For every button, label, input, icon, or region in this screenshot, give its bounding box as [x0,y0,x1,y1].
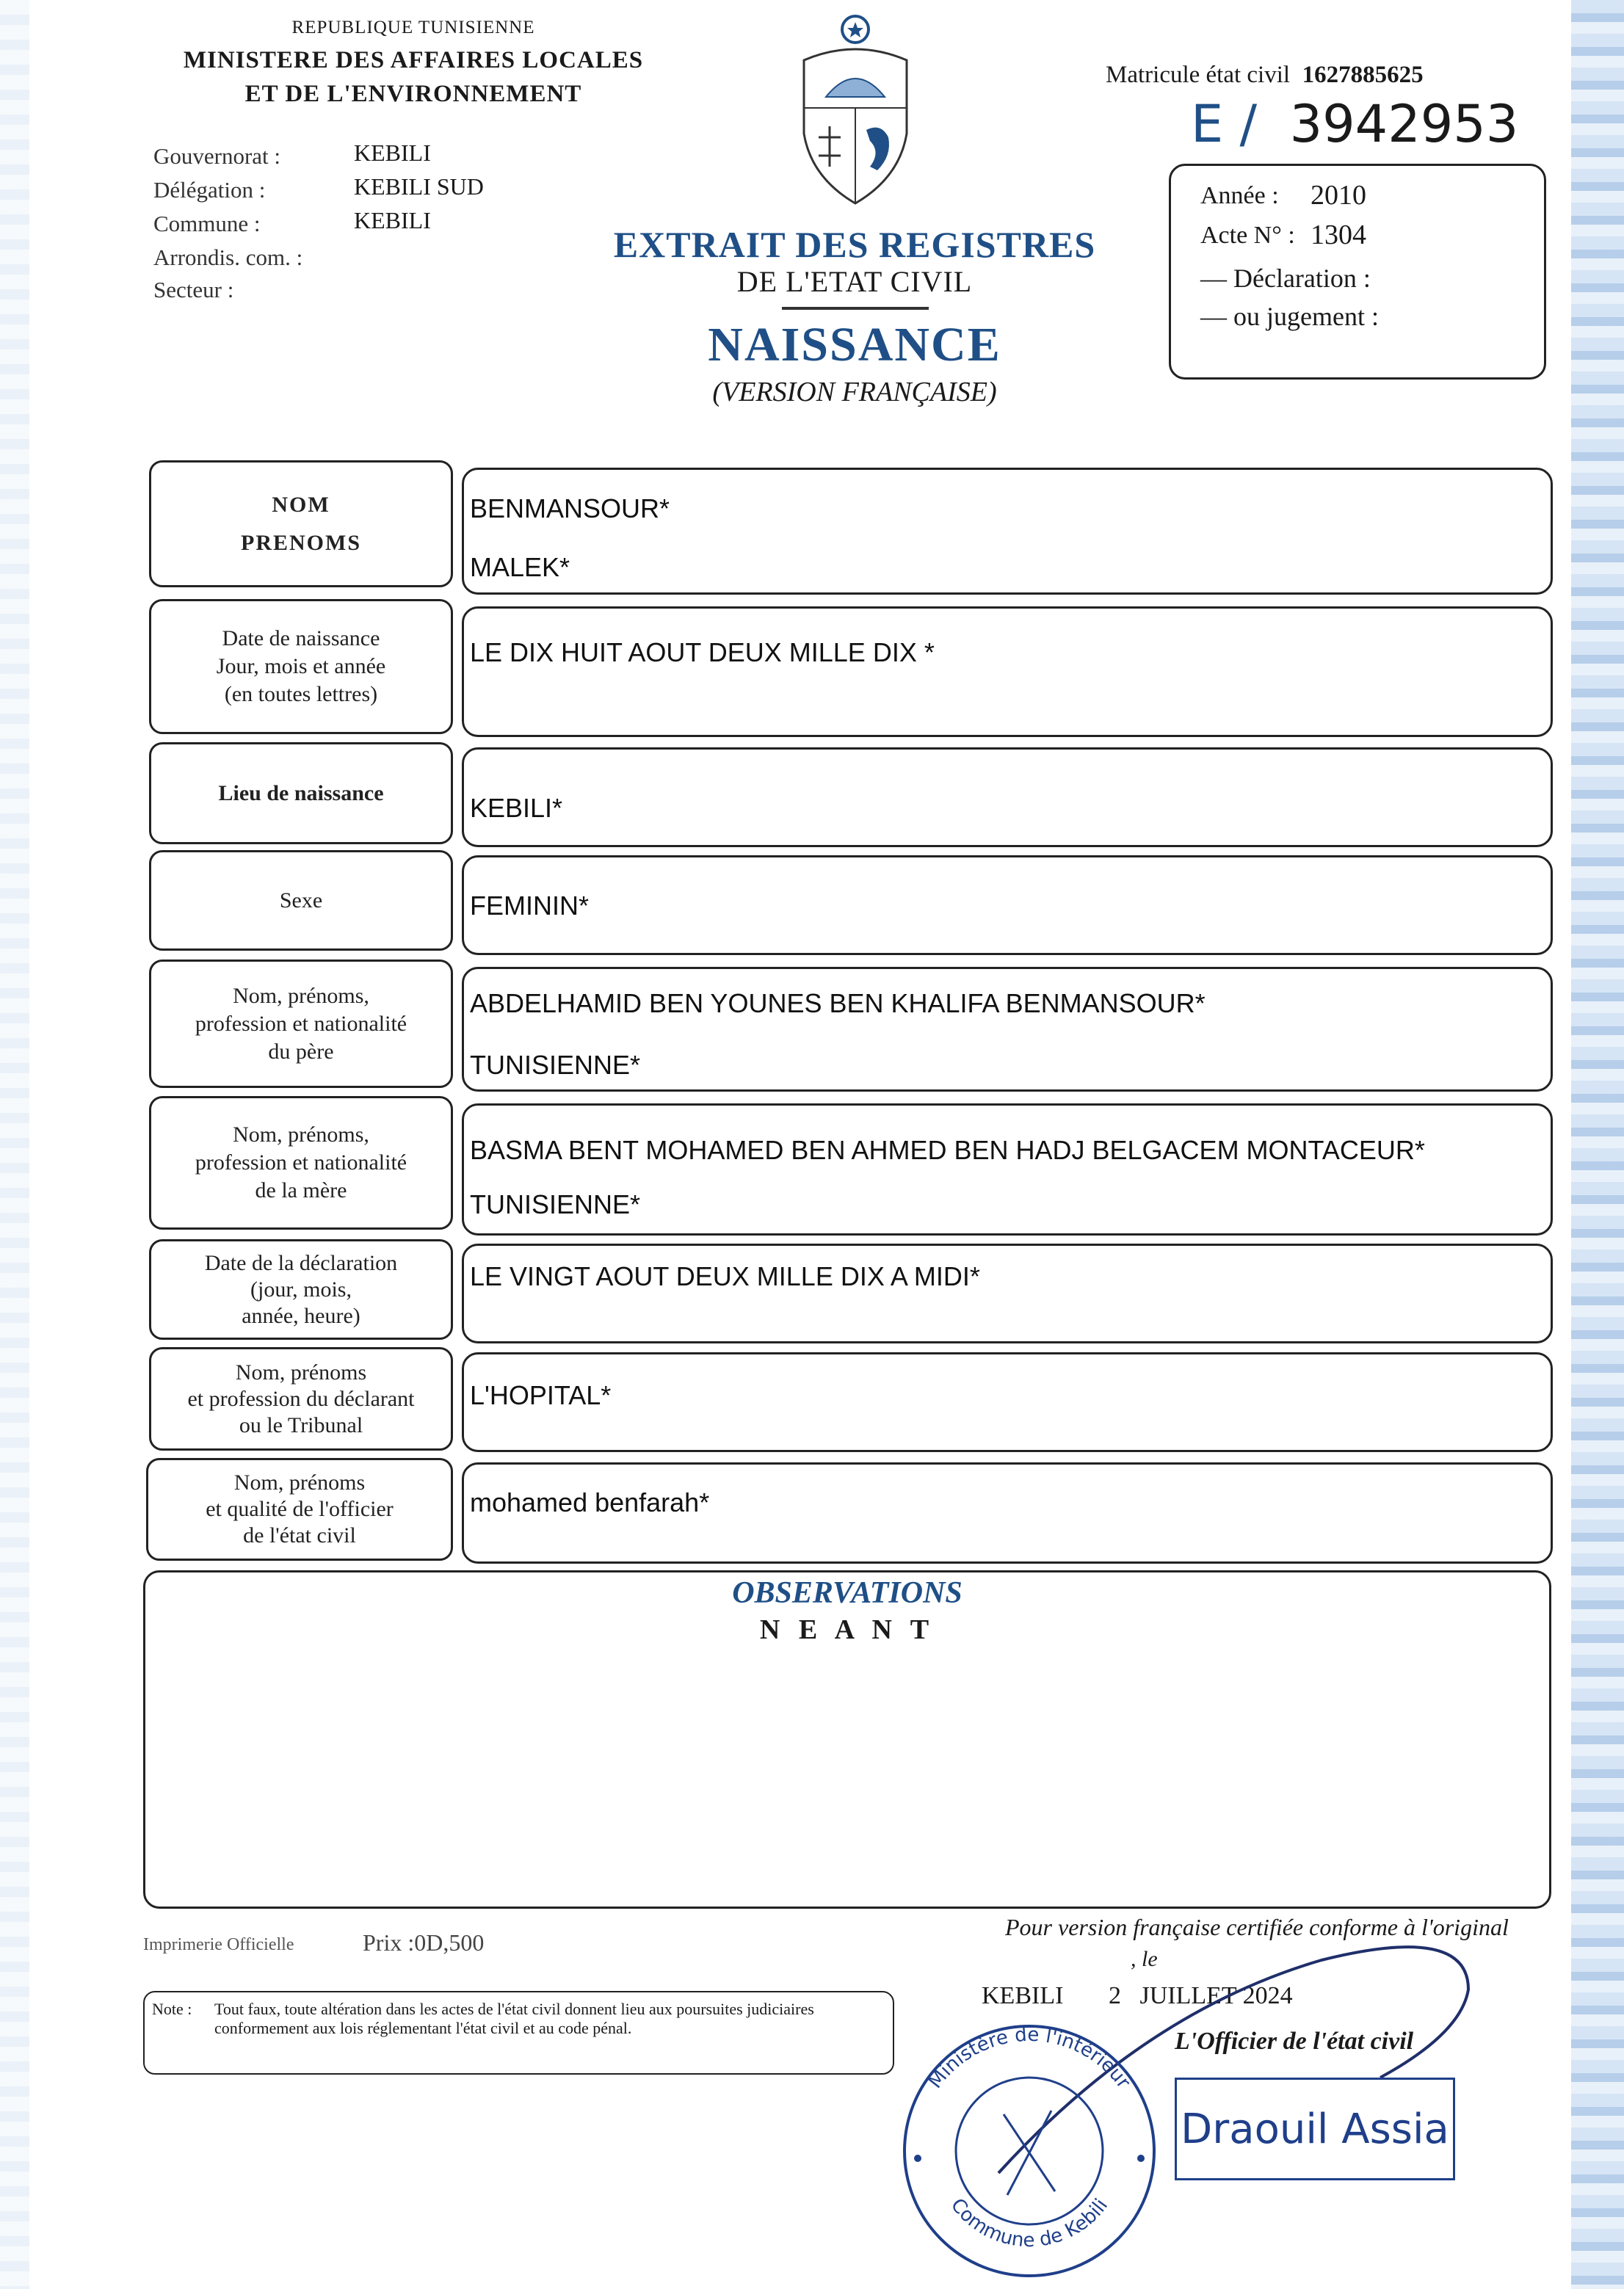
label-date-declaration: Date de la déclaration (jour, mois, année, heure) [149,1239,453,1340]
svg-text:Ministère de l'intérieur [924,2024,1135,2093]
value-pere-nom: ABDELHAMID BEN YOUNES BEN KHALIFA BENMANSOUR* [470,988,1206,1018]
label-pere: Nom, prénoms, profession et nationalité du père [149,960,453,1088]
place-label: KEBILI [982,1982,1064,2009]
certification-le: , le [1131,1947,1158,1971]
certification-date: 2 JUILLET 2024 [1109,1982,1293,2009]
observations-title: OBSERVATIONS [732,1576,963,1610]
commune-value: KEBILI [354,207,431,233]
value-nom: BENMANSOUR* [470,493,670,523]
value-pere-nationalite: TUNISIENNE* [470,1050,641,1080]
tunisia-coat-of-arms-icon [789,9,921,207]
value-date-naissance: LE DIX HUIT AOUT DEUX MILLE DIX * [470,637,935,667]
value-box-sexe [462,855,1553,955]
value-date-declaration: LE VINGT AOUT DEUX MILLE DIX A MIDI* [470,1261,980,1291]
value-mere-nationalite: TUNISIENNE* [470,1189,641,1219]
observations-value: N E A N T [759,1614,935,1645]
label-sexe: Sexe [149,850,453,951]
security-border-left [0,0,29,2289]
note-text: Tout faux, toute altération dans les actes de l'état civil donnent lieu aux poursuites judiciaires conformement aux lois réglementant l'état civil et au code pénal. [214,2000,814,2037]
price-label: Prix :0D,500 [363,1929,485,1956]
annee-value: 2010 [1311,180,1366,211]
ministry-line2: ET DE L'ENVIRONNEMENT [244,81,582,107]
arrondissement-label: Arrondis. com. : [153,244,303,270]
label-officier: Nom, prénoms et qualité de l'officier de l'état civil [146,1458,453,1561]
label-date-naissance: Date de naissance Jour, mois et année (en toutes lettres) [149,599,453,734]
acte-value: 1304 [1311,220,1366,250]
declaration-label: — Déclaration : [1200,264,1371,293]
gouvernorat-value: KEBILI [354,139,431,166]
act-type-title: NAISSANCE [708,318,1001,371]
matricule-label: Matricule état civil [1106,62,1291,88]
delegation-label: Délégation : [153,177,266,203]
commune-label: Commune : [153,211,261,236]
officer-name-stamp: Draouil Assia [1175,2078,1455,2180]
value-box-declarant [462,1352,1553,1452]
label-mere: Nom, prénoms, profession et nationalité de la mère [149,1096,453,1230]
serial-value: 3942953 [1289,94,1519,154]
ministry-line1: MINISTERE DES AFFAIRES LOCALES [183,47,644,73]
certification-text: Pour version française certifiée conforme à l'original [1005,1914,1509,1940]
officer-title: L'Officier de l'état civil [1175,2028,1414,2055]
value-sexe: FEMININ* [470,890,589,921]
delegation-value: KEBILI SUD [354,173,484,200]
annee-label: Année : [1200,182,1279,209]
jugement-label: — ou jugement : [1200,302,1379,331]
note-label: Note : [152,2000,192,2018]
value-prenoms: MALEK* [470,552,570,582]
legal-note-box [143,1991,894,2075]
label-lieu-naissance: Lieu de naissance [149,742,453,844]
value-declarant: L'HOPITAL* [470,1380,612,1410]
observations-box [143,1570,1551,1909]
gouvernorat-label: Gouvernorat : [153,143,281,169]
value-officier: mohamed benfarah* [470,1487,710,1517]
serial-number [1191,94,1518,154]
label-nom-prenoms: NOM PRENOMS [149,460,453,587]
printer-label: Imprimerie Officielle [143,1935,294,1954]
value-box-date-declaration [462,1244,1553,1343]
svg-text:Commune de Kebili [946,2194,1112,2252]
title-divider [782,307,929,310]
serial-prefix: E / [1191,94,1258,154]
republic-heading: REPUBLIQUE TUNISIENNE [291,18,535,37]
label-declarant: Nom, prénoms et profession du déclarant ou le Tribunal [149,1347,453,1451]
matricule-value: 1627885625 [1302,62,1424,88]
value-mere-nom: BASMA BENT MOHAMED BEN AHMED BEN HADJ BELGACEM MONTACEUR* [470,1135,1425,1165]
value-lieu-naissance: KEBILI* [470,793,563,823]
value-box-nom [462,468,1553,595]
value-box-date-naissance [462,606,1553,737]
document-subtitle: DE L'ETAT CIVIL [736,265,973,298]
version-label: (VERSION FRANÇAISE) [712,377,997,407]
stamp-text-bottom: Commune de Kebili [946,2194,1113,2252]
stamp-text-top: Ministère de l'intérieur [924,2023,1135,2093]
value-box-lieu [462,747,1553,847]
commune-stamp-icon [897,2019,1161,2283]
registry-box [1169,164,1546,380]
secteur-label: Secteur : [153,277,234,302]
matricule [1106,62,1424,89]
security-border-right [1571,0,1624,2289]
acte-label: Acte N° : [1200,222,1295,249]
document-title: EXTRAIT DES REGISTRES [613,224,1096,265]
